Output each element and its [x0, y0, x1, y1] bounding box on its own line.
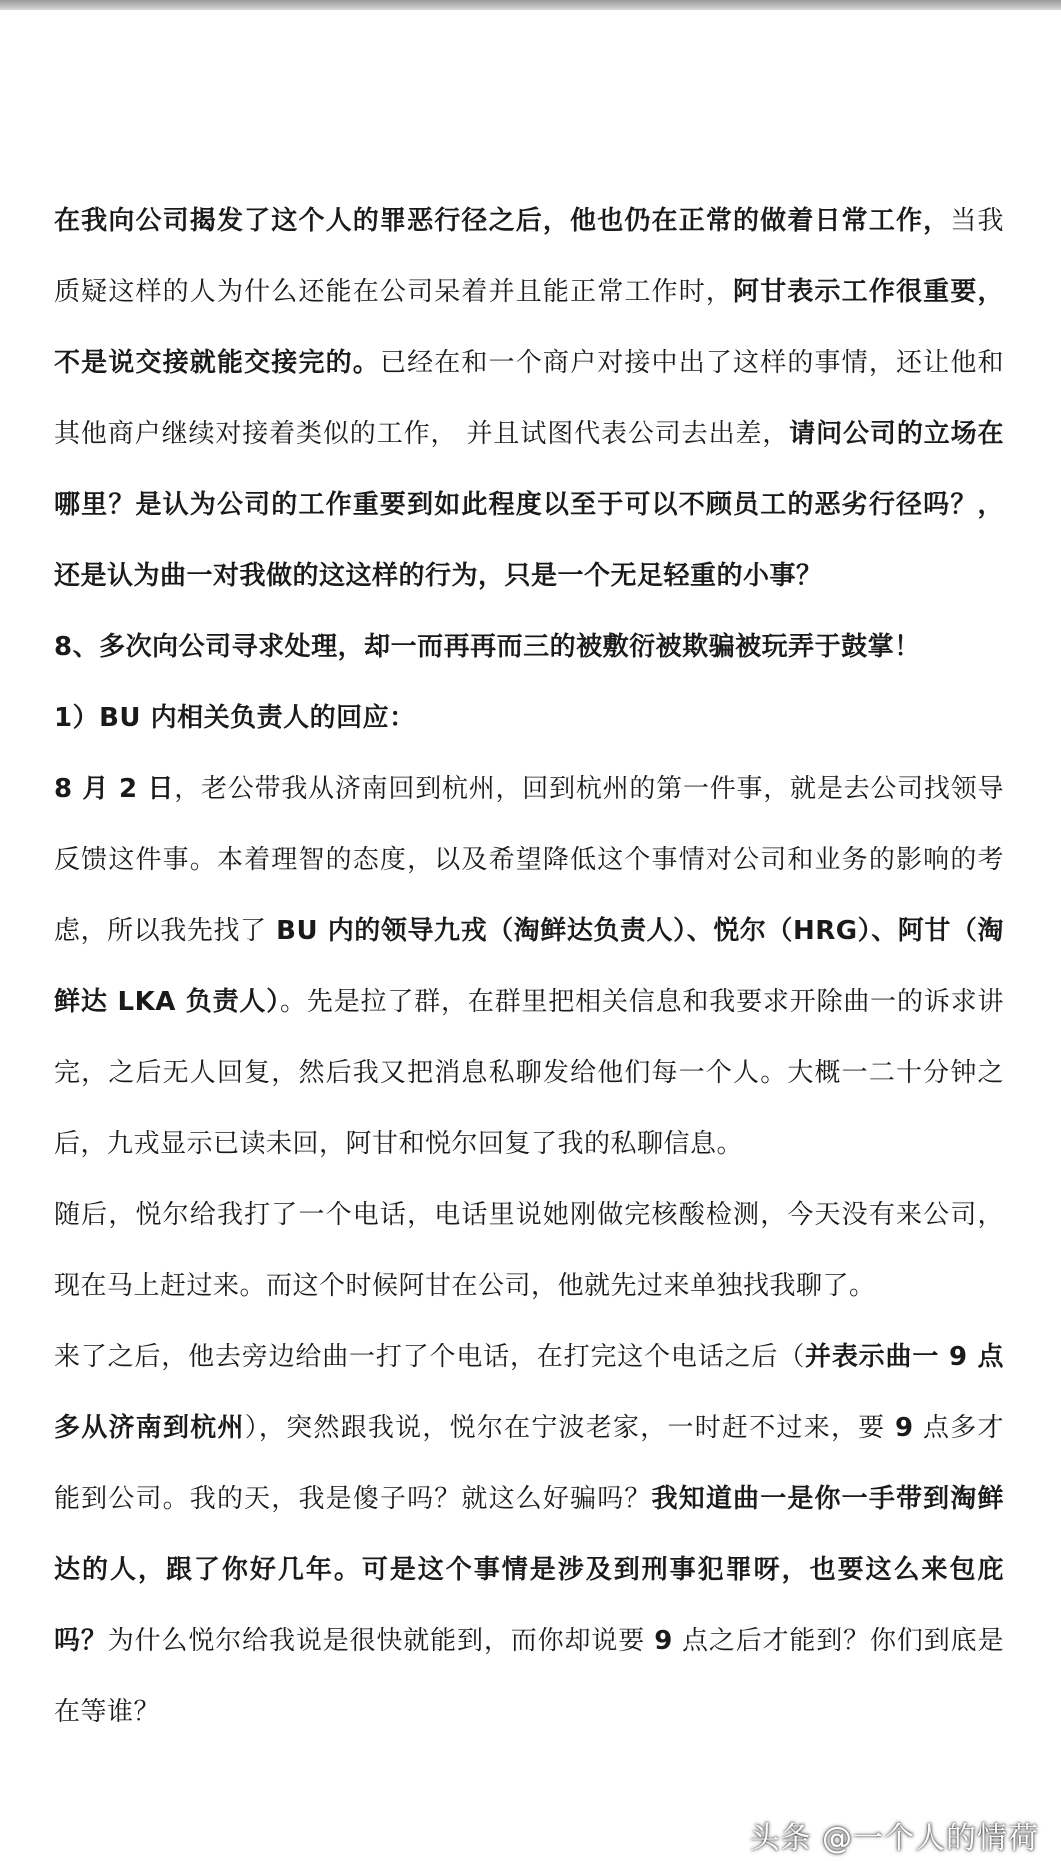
document-body: [54, 186, 1004, 1748]
section-heading-8: [54, 612, 1004, 683]
plain-text: 来了之后，他去旁边给曲一打了个电话，在打完这个电话之后（: [54, 1342, 806, 1372]
subsection-heading-1: [54, 683, 1004, 754]
plain-text: 当我质疑这样的人为什么还能在公司呆着并且能正常工作时，: [54, 206, 1004, 307]
bold-text: 我知道曲一是你一手带到淘鲜达的人，跟了你好几年。可是这个事情是涉及到刑事犯罪呀，也要这么来包庇吗？: [54, 1484, 1004, 1656]
watermark: 头条 @一个人的情荷: [749, 1821, 1039, 1856]
paragraph-aug-2: [54, 754, 1004, 1180]
bold-text: BU 内的领导九戎（淘鲜达负责人）、悦尔（HRG）、阿甘（淘鲜达 LKA 负责人）: [54, 916, 1004, 1017]
bold-text: 9: [654, 1626, 673, 1656]
plain-text: 点之后才能到？你们到底是在等谁？: [54, 1626, 1005, 1727]
bold-text: 9: [894, 1413, 914, 1443]
plain-text: 为什么悦尔给我说是很快就能到，而你却说要: [107, 1626, 655, 1656]
bold-text: 1）BU 内相关负责人的回应：: [54, 703, 416, 733]
plain-text: 已经在和一个商户对接中出了这样的事情，还让他和其他商户继续对接着类似的工作， 并且试图代表公司去出差，: [54, 348, 1004, 449]
plain-text: 点多才能到公司。我的天，我是傻子吗？就这么好骗吗？: [54, 1413, 1005, 1514]
bold-text: 8、多次向公司寻求处理，却一而再再而三的被敷衍被欺骗被玩弄于鼓掌！: [54, 632, 921, 662]
plain-text: 。先是拉了群，在群里把相关信息和我要求开除曲一的诉求讲完，之后无人回复，然后我又把消息私聊发给他们每一个人。大概一二十分钟之后，九戎显示已读未回，阿甘和悦尔回复了我的私聊信息。: [54, 987, 1004, 1159]
bold-text: 阿甘表示工作很重要，不是说交接就能交接完的。: [54, 277, 1004, 378]
paragraph-phone-call: [54, 1180, 1004, 1322]
bold-text: 在我向公司揭发了这个人的罪恶行径之后，他也仍在正常的做着日常工作，: [54, 206, 951, 236]
top-scroll-bar: [0, 0, 1061, 10]
bold-text: 8 月 2 日: [54, 774, 175, 804]
plain-text: ，老公带我从济南回到杭州，回到杭州的第一件事，就是去公司找领导反馈这件事。本着理智的态度，以及希望降低这个事情对公司和业务的影响的考虑，所以我先找了: [54, 774, 1004, 946]
plain-text: ），突然跟我说，悦尔在宁波老家，一时赶不过来，要: [244, 1413, 895, 1443]
paragraph-company-stance: [54, 186, 1004, 612]
plain-text: 随后，悦尔给我打了一个电话，电话里说她刚做完核酸检测，今天没有来公司，现在马上赶过来。而这个时候阿甘在公司，他就先过来单独找我聊了。: [54, 1200, 1004, 1301]
paragraph-afterwards: [54, 1322, 1004, 1748]
bold-text: 并表示曲一 9 点多从济南到杭州: [54, 1342, 1004, 1443]
bold-text: 请问公司的立场在哪里？是认为公司的工作重要到如此程度以至于可以不顾员工的恶劣行径吗？，还是认为曲一对我做的这这样的行为，只是一个无足轻重的小事？: [54, 419, 1004, 591]
